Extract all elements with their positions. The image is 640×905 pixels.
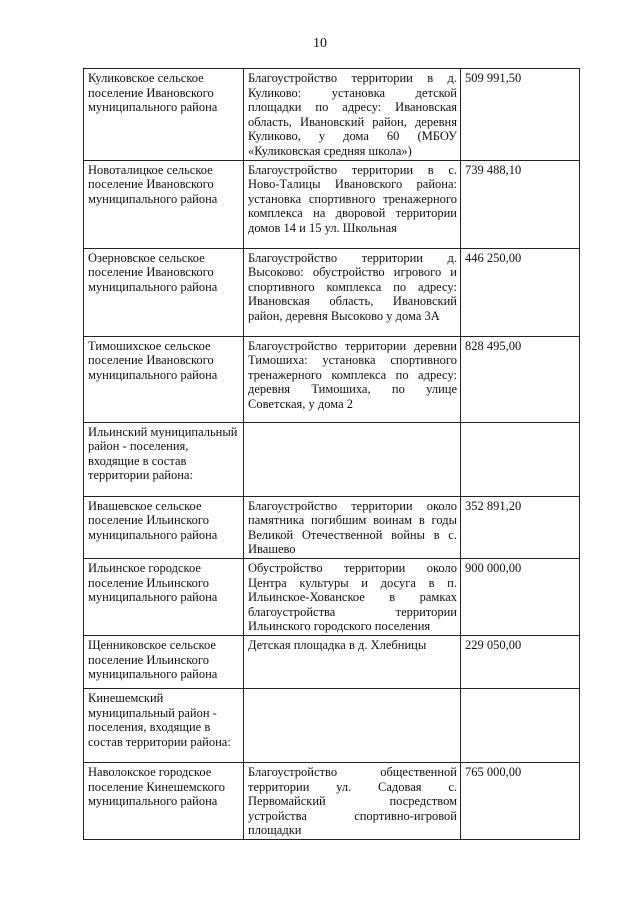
amount-cell xyxy=(461,422,580,496)
project-description-cell: Благоустройство территории в с. Ново-Талицы Ивановского района: установка спортивного тренажерного комплекса на дворовой территории домов 14 и 15 ул. Школьная xyxy=(244,160,461,248)
settlement-name-cell: Озерновское сельское поселение Ивановского муниципального района xyxy=(84,248,244,336)
table-row-district-header xyxy=(84,422,580,496)
settlement-name-cell: Щенниковское сельское поселение Ильинского муниципального района xyxy=(84,635,244,688)
table-row xyxy=(84,762,580,839)
table-row xyxy=(84,496,580,558)
project-description-cell: Детская площадка в д. Хлебницы xyxy=(244,635,461,688)
settlement-name-cell: Наволокское городское поселение Кинешемского муниципального района xyxy=(84,762,244,839)
amount-cell: 229 050,00 xyxy=(461,635,580,688)
project-description-cell: Благоустройство общественной территории ул. Садовая с. Первомайский посредством устройства спортивно-игровой площадки xyxy=(244,762,461,839)
amount-cell: 352 891,20 xyxy=(461,496,580,558)
table-row-district-header xyxy=(84,688,580,762)
settlements-table xyxy=(83,68,580,840)
settlement-name-cell: Новоталицкое сельское поселение Ивановского муниципального района xyxy=(84,160,244,248)
district-name-cell: Кинешемский муниципальный район - поселения, входящие в состав территории района: xyxy=(84,688,244,762)
amount-cell: 446 250,00 xyxy=(461,248,580,336)
amount-cell: 900 000,00 xyxy=(461,558,580,635)
district-name-cell: Ильинский муниципальный район - поселения, входящие в состав территории района: xyxy=(84,422,244,496)
table-row xyxy=(84,248,580,336)
settlement-name-cell: Ивашевское сельское поселение Ильинского муниципального района xyxy=(84,496,244,558)
table-row xyxy=(84,69,580,161)
table-row xyxy=(84,336,580,422)
project-description-cell: Благоустройство территории д. Высоково: обустройство игрового и спортивного комплекса по адресу: Ивановская область, Ивановский район, деревня Высоково у дома 3А xyxy=(244,248,461,336)
page-number: 10 xyxy=(313,36,327,51)
table-row xyxy=(84,160,580,248)
project-description-cell xyxy=(244,422,461,496)
amount-cell: 828 495,00 xyxy=(461,336,580,422)
project-description-cell xyxy=(244,688,461,762)
project-description-cell: Обустройство территории около Центра культуры и досуга в п. Ильинское-Хованское в рамках благоустройства территории Ильинского городского поселения xyxy=(244,558,461,635)
settlement-name-cell: Куликовское сельское поселение Ивановского муниципального района xyxy=(84,69,244,161)
amount-cell: 739 488,10 xyxy=(461,160,580,248)
project-description-cell: Благоустройство территории в д. Куликово: установка детской площадки по адресу: Ивановская область, Ивановский район, деревня Куликово, у дома 60 (МБОУ «Куликовская средняя школа») xyxy=(244,69,461,161)
settlement-name-cell: Ильинское городское поселение Ильинского муниципального района xyxy=(84,558,244,635)
amount-cell: 765 000,00 xyxy=(461,762,580,839)
project-description-cell: Благоустройство территории деревни Тимошиха: установка спортивного тренажерного комплекса по адресу: деревня Тимошиха, по улице Советская, у дома 2 xyxy=(244,336,461,422)
settlement-name-cell: Тимошихское сельское поселение Ивановского муниципального района xyxy=(84,336,244,422)
table-row xyxy=(84,558,580,635)
amount-cell: 509 991,50 xyxy=(461,69,580,161)
table-row xyxy=(84,635,580,688)
project-description-cell: Благоустройство территории около памятника погибшим воинам в годы Великой Отечественной войны в с. Ивашево xyxy=(244,496,461,558)
amount-cell xyxy=(461,688,580,762)
